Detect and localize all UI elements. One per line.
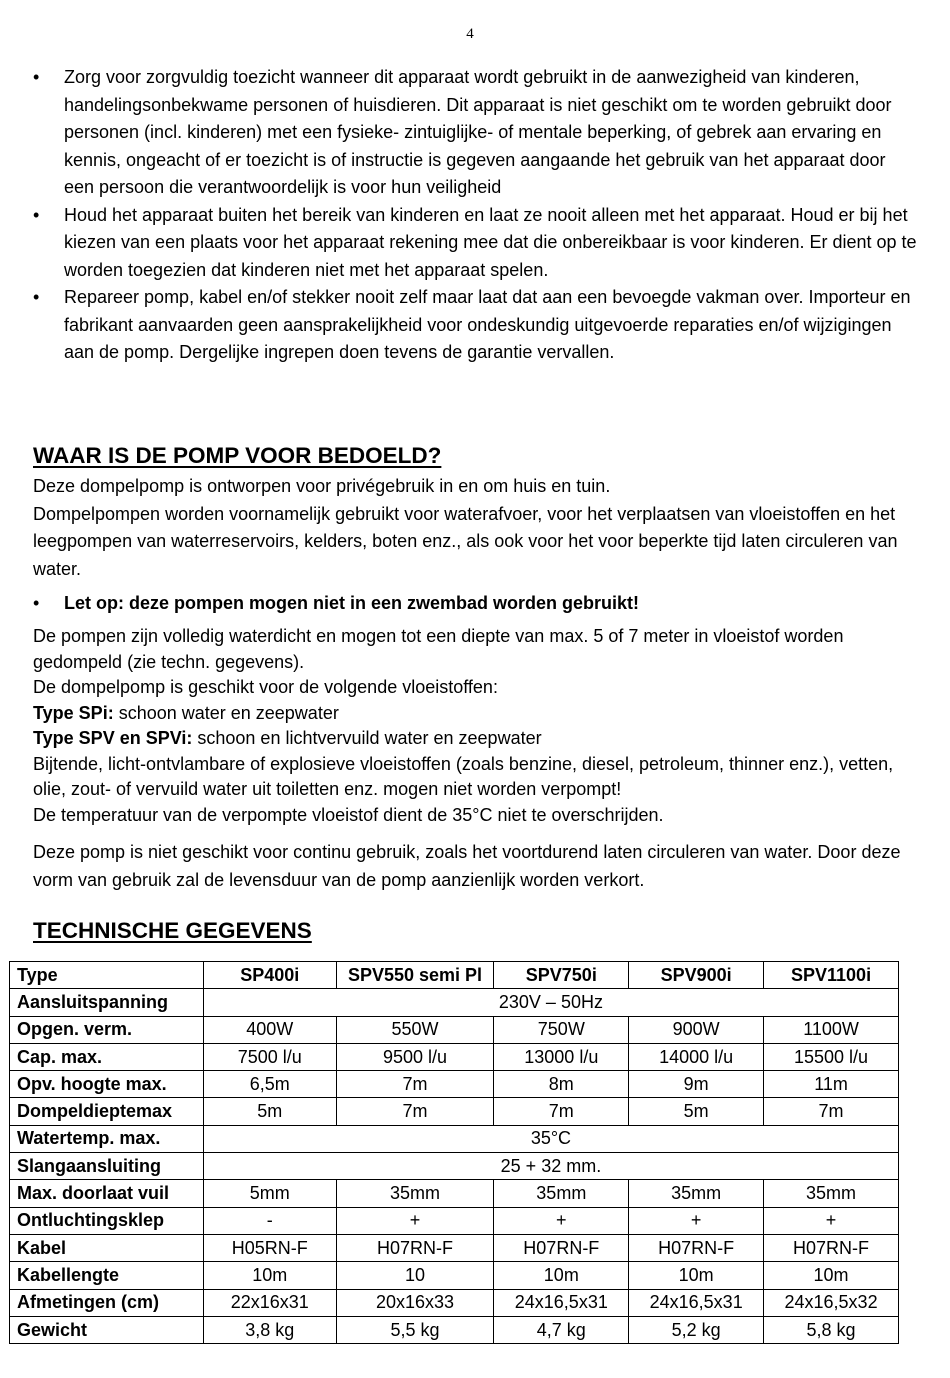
spec-row bbox=[10, 1098, 899, 1125]
spec-value: 14000 l/u bbox=[629, 1043, 764, 1070]
spec-header-cell: SPV550 semi Pl bbox=[336, 962, 494, 989]
spec-value: 5,5 kg bbox=[336, 1316, 494, 1343]
spec-value: 20x16x33 bbox=[336, 1289, 494, 1316]
spec-value: 4,7 kg bbox=[494, 1316, 629, 1343]
type-spv-label: Type SPV en SPVi: bbox=[33, 728, 193, 748]
spec-merged-value: 25 + 32 mm. bbox=[203, 1153, 898, 1180]
type-spi-label: Type SPi: bbox=[33, 702, 114, 723]
purpose-intro-private-use: Deze dompelpomp is ontworpen voor privégebruik in en om huis en tuin. bbox=[33, 476, 611, 496]
spec-row bbox=[10, 1153, 899, 1180]
spec-value: 7500 l/u bbox=[203, 1043, 336, 1070]
spec-merged-value: 35°C bbox=[203, 1125, 898, 1152]
safety-bullet-supervision: • Zorg voor zorgvuldig toezicht wanneer dit apparaat wordt gebruikt in de aanwezigheid van kinderen, handelingsonbekwame personen of huisdieren. Dit apparaat is niet geschikt om te worden gebruikt door personen (incl. kinderen) met een fysieke- zintuiglijke- of mentale beperking, of gebrek aan ervaring en kennis, ongeacht of er toezicht is of instructie is gegeven aangaande het gebruik van het apparaat door een persoon die verantwoordelijk is voor hun veiligheid bbox=[33, 64, 918, 202]
purpose-intro bbox=[33, 473, 923, 583]
spec-row bbox=[10, 1207, 899, 1234]
spec-value: + bbox=[336, 1207, 494, 1234]
forbidden-liquids-text: Bijtende, licht-ontvlambare of explosieve vloeistoffen (zoals benzine, diesel, petroleum, thinner enz.), vetten, olie, zout- of vervuild water uit toiletten enz. mogen niet worden verpompt! bbox=[33, 753, 894, 799]
spec-row bbox=[10, 1043, 899, 1070]
spec-value: 900W bbox=[629, 1016, 764, 1043]
spec-value: 13000 l/u bbox=[494, 1043, 629, 1070]
page-number: 4 bbox=[466, 26, 474, 42]
safety-bullet-repair: • Repareer pomp, kabel en/of stekker nooit zelf maar laat dat aan een bevoegde vakman over. Importeur en fabrikant aanvaarden geen aansprakelijkheid voor ondeskundig uitgevoerde reparaties en/of wijzigingen aan de pomp. Dergelijke ingrepen doen tevens de garantie vervallen. bbox=[33, 284, 918, 367]
spec-value: 35mm bbox=[764, 1180, 899, 1207]
spec-row bbox=[10, 1125, 899, 1152]
spec-value: 10m bbox=[629, 1262, 764, 1289]
safety-bullet-children: • Houd het apparaat buiten het bereik van kinderen en laat ze nooit alleen met het apparaat. Houd er bij het kiezen van een plaats voor het apparaat rekening mee dat die onbereikbaar is voor kinderen. Er dient op te worden toegezien dat kinderen niet met het apparaat spelen. bbox=[33, 202, 918, 285]
spec-value: 6,5m bbox=[203, 1071, 336, 1098]
spec-row bbox=[10, 1289, 899, 1316]
spec-value: 8m bbox=[494, 1071, 629, 1098]
spec-row-label: Ontluchtingsklep bbox=[10, 1207, 204, 1234]
spec-row-label: Gewicht bbox=[10, 1316, 204, 1343]
spec-row-label: Afmetingen (cm) bbox=[10, 1289, 204, 1316]
spec-row bbox=[10, 1180, 899, 1207]
spec-header-cell: Type bbox=[10, 962, 204, 989]
spec-row-label: Aansluitspanning bbox=[10, 989, 204, 1016]
spec-header-cell: SPV750i bbox=[494, 962, 629, 989]
spec-value: 24x16,5x32 bbox=[764, 1289, 899, 1316]
purpose-heading: WAAR IS DE POMP VOOR BEDOELD? bbox=[33, 443, 442, 468]
type-spv-text: schoon en lichtvervuild water en zeepwater bbox=[192, 728, 542, 748]
spec-table-body bbox=[10, 989, 899, 1344]
depth-text: De pompen zijn volledig waterdicht en mogen tot een diepte van max. 5 of 7 meter in vloeistof worden gedompeld (zie techn. gegevens). bbox=[33, 626, 844, 672]
suitable-text: De dompelpomp is geschikt voor de volgende vloeistoffen: bbox=[33, 677, 498, 697]
spec-row-label: Watertemp. max. bbox=[10, 1125, 204, 1152]
spec-row-label: Max. doorlaat vuil bbox=[10, 1180, 204, 1207]
spec-row bbox=[10, 989, 899, 1016]
spec-value: 9500 l/u bbox=[336, 1043, 494, 1070]
spec-value: 5mm bbox=[203, 1180, 336, 1207]
spec-header-cell: SPV900i bbox=[629, 962, 764, 989]
type-spv-line bbox=[33, 726, 923, 752]
spec-row-label: Kabel bbox=[10, 1234, 204, 1261]
tech-heading: TECHNISCHE GEGEVENS bbox=[33, 918, 312, 943]
spec-value: + bbox=[494, 1207, 629, 1234]
spec-value: H07RN-F bbox=[336, 1234, 494, 1261]
spec-row bbox=[10, 1016, 899, 1043]
spec-value: 7m bbox=[764, 1098, 899, 1125]
spec-value: 5,8 kg bbox=[764, 1316, 899, 1343]
spec-row bbox=[10, 1071, 899, 1098]
spec-value: 15500 l/u bbox=[764, 1043, 899, 1070]
spec-value: 7m bbox=[336, 1098, 494, 1125]
spec-value: 22x16x31 bbox=[203, 1289, 336, 1316]
spec-value: 5m bbox=[203, 1098, 336, 1125]
temperature-text: De temperatuur van de verpompte vloeistof dient de 35°C niet te overschrijden. bbox=[33, 804, 664, 825]
spec-value: 24x16,5x31 bbox=[629, 1289, 764, 1316]
spec-row-label: Slangaansluiting bbox=[10, 1153, 204, 1180]
spec-value: 7m bbox=[336, 1071, 494, 1098]
spec-value: 24x16,5x31 bbox=[494, 1289, 629, 1316]
spec-table bbox=[9, 961, 899, 1344]
spec-value: 7m bbox=[494, 1098, 629, 1125]
spec-value: 1100W bbox=[764, 1016, 899, 1043]
spec-row bbox=[10, 1234, 899, 1261]
spec-header-cell: SP400i bbox=[203, 962, 336, 989]
spec-merged-value: 230V – 50Hz bbox=[203, 989, 898, 1016]
spec-value: 11m bbox=[764, 1071, 899, 1098]
spec-value: + bbox=[764, 1207, 899, 1234]
spec-header-row bbox=[10, 962, 899, 989]
spec-value: 35mm bbox=[494, 1180, 629, 1207]
spec-value: 9m bbox=[629, 1071, 764, 1098]
spec-row-label: Cap. max. bbox=[10, 1043, 204, 1070]
spec-row-label: Opgen. verm. bbox=[10, 1016, 204, 1043]
spec-row-label: Kabellengte bbox=[10, 1262, 204, 1289]
spec-row-label: Dompeldieptemax bbox=[10, 1098, 204, 1125]
spec-value: 3,8 kg bbox=[203, 1316, 336, 1343]
type-spi-line bbox=[33, 701, 923, 727]
spec-value: 10m bbox=[494, 1262, 629, 1289]
spec-value: 10m bbox=[203, 1262, 336, 1289]
spec-value: 5m bbox=[629, 1098, 764, 1125]
spec-value: H05RN-F bbox=[203, 1234, 336, 1261]
spec-value: H07RN-F bbox=[764, 1234, 899, 1261]
spec-value: + bbox=[629, 1207, 764, 1234]
purpose-intro-applications: Dompelpompen worden voornamelijk gebruikt voor waterafvoer, voor het verplaatsen van vloeistoffen en het leegpompen van waterreservoirs, kelders, boten enz., als ook voor het voor beperkte tijd laten circuleren van water. bbox=[33, 503, 898, 579]
spec-value: 10m bbox=[764, 1262, 899, 1289]
pool-warning: • Let op: deze pompen mogen niet in een zwembad worden gebruikt! bbox=[33, 590, 639, 617]
liquids-section bbox=[33, 624, 923, 828]
spec-value: H07RN-F bbox=[494, 1234, 629, 1261]
spec-value: 35mm bbox=[629, 1180, 764, 1207]
spec-row bbox=[10, 1316, 899, 1343]
spec-value: 5,2 kg bbox=[629, 1316, 764, 1343]
spec-header-cell: SPV1100i bbox=[764, 962, 899, 989]
spec-value: H07RN-F bbox=[629, 1234, 764, 1261]
spec-value: 400W bbox=[203, 1016, 336, 1043]
continuous-use-text: Deze pomp is niet geschikt voor continu gebruik, zoals het voortdurend laten circuleren van water. Door deze vorm van gebruik zal de levensduur van de pomp aanzienlijk worden verkort. bbox=[33, 842, 901, 890]
spec-value: 10 bbox=[336, 1262, 494, 1289]
spec-value: - bbox=[203, 1207, 336, 1234]
safety-bullet-list bbox=[33, 64, 918, 367]
spec-row-label: Opv. hoogte max. bbox=[10, 1071, 204, 1098]
type-spi-text: schoon water en zeepwater bbox=[113, 702, 339, 723]
spec-row bbox=[10, 1262, 899, 1289]
spec-value: 750W bbox=[494, 1016, 629, 1043]
spec-value: 35mm bbox=[336, 1180, 494, 1207]
spec-value: 550W bbox=[336, 1016, 494, 1043]
